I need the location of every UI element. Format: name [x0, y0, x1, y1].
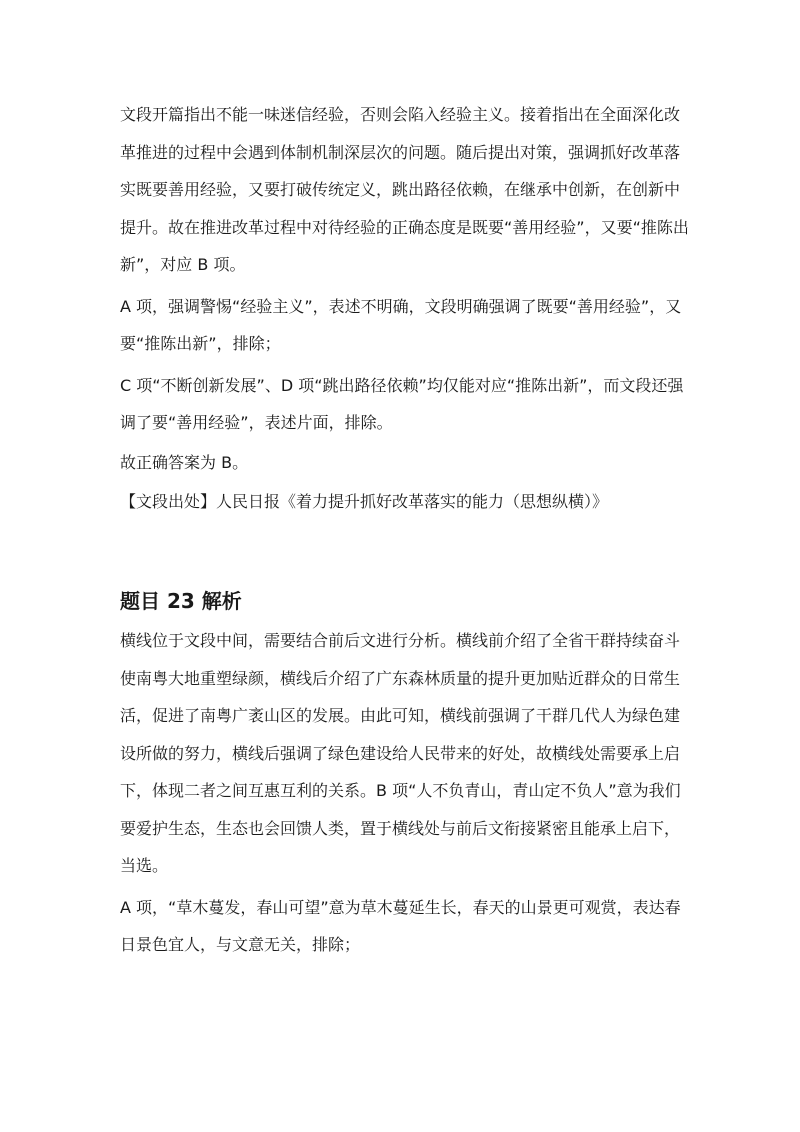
paragraph-option-a: A 项，“草木蔓发，春山可望”意为草木蔓延生长，春天的山景更可观赏，表达春日景色宜人，与文意无关，排除；: [120, 897, 681, 954]
section-heading: 题目 23 解析: [120, 589, 242, 613]
paragraph-source: 【文段出处】人民日报《着力提升抓好改革落实的能力（思想纵横）》: [120, 492, 609, 511]
paragraph-analysis: 横线位于文段中间，需要结合前后文进行分析。横线前介绍了全省干群持续奋斗使南粤大地重塑绿颜，横线后介绍了广东森林质量的提升更加贴近群众的日常生活，促进了南粤广袤山区的发展。由此可知，横线前强调了干群几代人为绿色建设所做的努力，横线后强调了绿色建设给人民带来的好处，故横线处需要承上启下，体现二者之间互惠互利的关系。B 项“人不负青山，青山定不负人”意为我们要爱护生态，生态也会回馈人类，置于横线处与前后文衔接紧密且能承上启下，当选。: [120, 631, 681, 875]
paragraph-option-cd: C 项“不断创新发展”、D 项“跳出路径依赖”均仅能对应“推陈出新”，而文段还强调了要“善用经验”，表述片面，排除。: [120, 375, 684, 432]
section-answer-analysis: [120, 96, 690, 521]
paragraph-answer: 故正确答案为 B。: [120, 452, 249, 472]
section-question-23: [120, 586, 690, 616]
section-question-23-body: [120, 622, 690, 964]
paragraph-analysis: 文段开篇指出不能一味迷信经验，否则会陷入经验主义。接着指出在全面深化改革推进的过程中会遇到体制机制深层次的问题。随后提出对策，强调抓好改革落实既要善用经验，又要打破传统定义，跳出路径依赖，在继承中创新，在创新中提升。故在推进改革过程中对待经验的正确态度是既要“善用经验”，又要“推陈出新”，对应 B 项。: [120, 105, 689, 274]
paragraph-option-a: A 项，强调警惕“经验主义”，表述不明确，文段明确强调了既要“善用经验”，又要“推陈出新”，排除；: [120, 296, 682, 353]
